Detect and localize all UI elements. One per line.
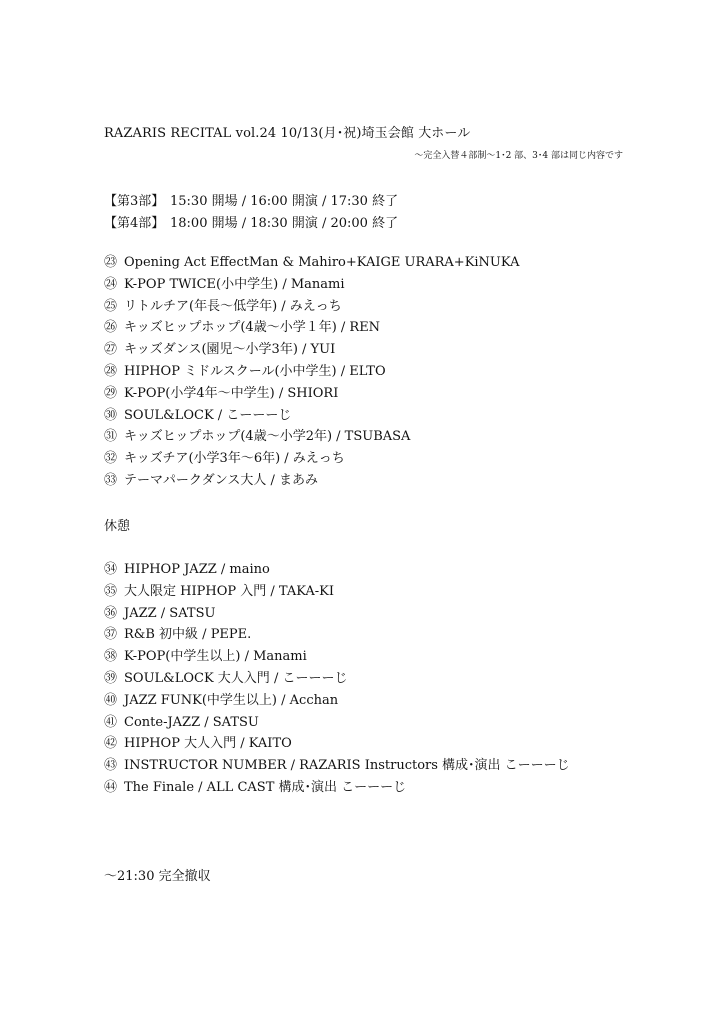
schedule-part4-label: 【第4部】 <box>104 216 165 231</box>
list-item <box>104 296 519 318</box>
format-note: ～完全入替４部制～1･2 部、3･4 部は同じ内容です <box>414 151 623 161</box>
program-list-second-half <box>104 559 570 799</box>
item-text: The Finale / ALL CAST 構成･演出 こーーーじ <box>124 779 407 795</box>
item-number: ㉝ <box>104 472 118 488</box>
list-item <box>104 274 519 296</box>
item-number: ㊸ <box>104 758 118 774</box>
list-item <box>104 339 519 361</box>
item-text: HIPHOP 大人入門 / KAITO <box>124 736 292 752</box>
list-item <box>104 426 519 448</box>
item-number: ㊹ <box>104 779 118 795</box>
item-number: ㊴ <box>104 670 118 686</box>
schedule-part3 <box>104 190 398 209</box>
list-item <box>104 405 519 427</box>
item-number: ㊷ <box>104 736 118 752</box>
list-item <box>104 361 519 383</box>
item-number: ㉖ <box>104 320 118 336</box>
closing-time: ～21:30 完全撤収 <box>104 869 211 884</box>
program-list-first-half <box>104 252 519 492</box>
schedule-part4-times: 18:00 開場 / 18:30 開演 / 20:00 終了 <box>170 216 399 231</box>
item-text: HIPHOP ミドルスクール(小中学生) / ELTO <box>124 363 386 379</box>
item-number: ㊵ <box>104 692 118 708</box>
item-text: SOUL&LOCK 大人入門 / こーーーじ <box>124 670 348 686</box>
item-text: INSTRUCTOR NUMBER / RAZARIS Instructors 構成･演出 こーーーじ <box>124 758 570 774</box>
list-item <box>104 470 519 492</box>
item-number: ㊶ <box>104 714 118 730</box>
schedule-part3-label: 【第3部】 <box>104 194 165 209</box>
item-text: Conte-JAZZ / SATSU <box>124 714 259 730</box>
item-number: ㉙ <box>104 385 118 401</box>
item-number: ㉔ <box>104 276 118 292</box>
list-item <box>104 646 570 668</box>
item-text: K-POP(小学4年～中学生) / SHIORI <box>124 385 339 401</box>
item-text: Opening Act EffectMan & Mahiro+KAIGE URARA+KiNUKA <box>124 255 520 270</box>
item-text: テーマパークダンス大人 / まあみ <box>124 472 318 488</box>
item-text: キッズチア(小学3年～6年) / みえっち <box>124 451 345 467</box>
item-number: ㉜ <box>104 451 118 467</box>
list-item <box>104 581 570 603</box>
list-item <box>104 448 519 470</box>
item-text: JAZZ / SATSU <box>124 605 216 621</box>
intermission-label: 休憩 <box>104 519 131 534</box>
item-text: K-POP TWICE(小中学生) / Manami <box>124 276 345 292</box>
item-number: ㉘ <box>104 363 118 379</box>
list-item <box>104 690 570 712</box>
schedule-part3-times: 15:30 開場 / 16:00 開演 / 17:30 終了 <box>170 194 399 209</box>
item-number: ㉗ <box>104 342 118 358</box>
item-text: K-POP(中学生以上) / Manami <box>124 649 307 665</box>
item-number: ㊳ <box>104 649 118 665</box>
item-text: JAZZ FUNK(中学生以上) / Acchan <box>124 692 339 708</box>
list-item <box>104 733 570 755</box>
item-text: キッズヒップホップ(4歳～小学2年) / TSUBASA <box>124 429 411 445</box>
item-number: ㊱ <box>104 605 118 621</box>
event-title: RAZARIS RECITAL vol.24 10/13(月･祝)埼玉会館 大ホール <box>104 126 471 141</box>
list-item <box>104 755 570 777</box>
item-number: ㉟ <box>104 583 118 599</box>
item-number: ㉞ <box>104 562 118 577</box>
list-item <box>104 559 570 581</box>
item-number: ㉕ <box>104 298 118 314</box>
item-number: ㉛ <box>104 429 118 445</box>
item-text: HIPHOP JAZZ / maino <box>124 562 270 577</box>
list-item <box>104 603 570 625</box>
list-item <box>104 668 570 690</box>
list-item <box>104 777 570 799</box>
list-item <box>104 624 570 646</box>
item-number: ㉓ <box>104 255 118 270</box>
list-item <box>104 383 519 405</box>
item-text: R&B 初中級 / PEPE. <box>124 627 252 643</box>
list-item <box>104 712 570 734</box>
item-text: キッズヒップホップ(4歳～小学１年) / REN <box>124 320 381 336</box>
item-number: ㊲ <box>104 627 118 643</box>
item-number: ㉚ <box>104 407 118 423</box>
item-text: リトルチア(年長～低学年) / みえっち <box>124 298 342 314</box>
item-text: 大人限定 HIPHOP 入門 / TAKA-KI <box>124 583 335 599</box>
item-text: キッズダンス(園児～小学3年) / YUI <box>124 342 336 358</box>
list-item <box>104 252 519 274</box>
item-text: SOUL&LOCK / こーーーじ <box>124 407 292 423</box>
schedule-part4 <box>104 212 398 231</box>
list-item <box>104 317 519 339</box>
